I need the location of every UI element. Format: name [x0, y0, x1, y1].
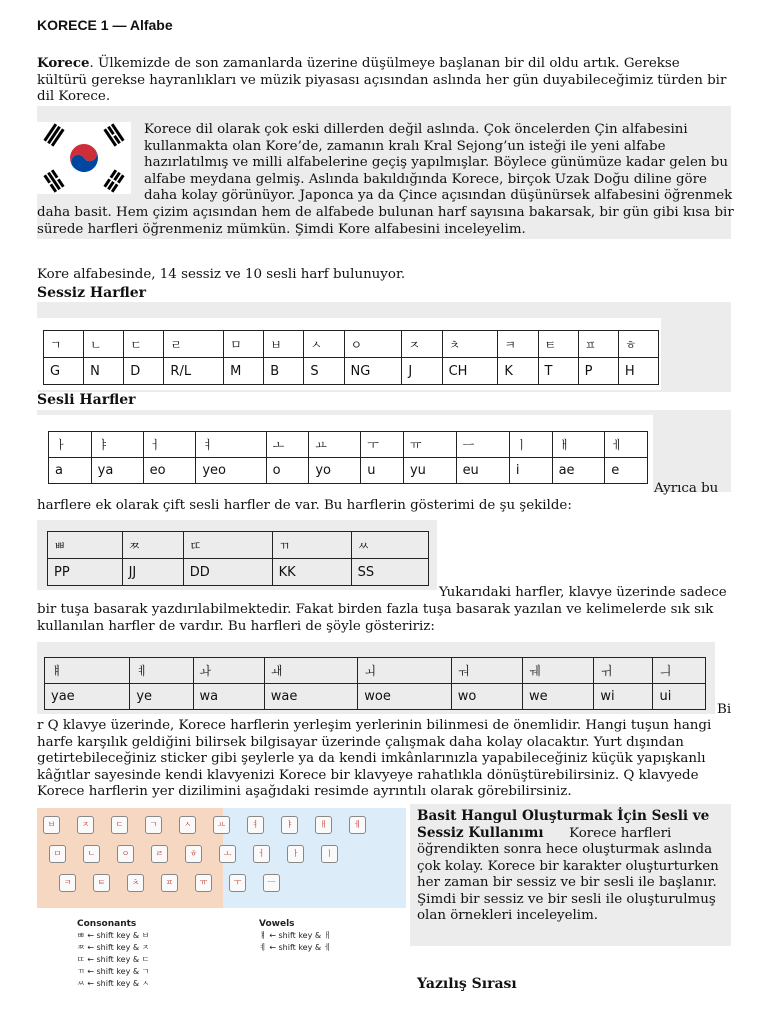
- keyboard-key: ㅕ: [247, 816, 264, 834]
- latin-letter-cell: e: [605, 458, 648, 484]
- vowels-heading: Sesli Harfler: [37, 392, 136, 408]
- keyboard-key: ㅣ: [321, 845, 338, 863]
- hangul-line-2: çok kolay. Korece bir karakter oluşturturken: [417, 858, 719, 874]
- korean-letter-cell: ㅛ: [309, 432, 361, 458]
- latin-letter-cell: yu: [403, 458, 456, 484]
- hangul-heading-line-1: Basit Hangul Oluşturmak İçin Sesli ve: [417, 808, 710, 824]
- legend-consonants-label: Consonants: [77, 919, 137, 929]
- keyboard-para-line-5: Korece harflerin yer dizilimini aşağıdaki resimde ayrıntılı olarak görebilirsiniz.: [37, 784, 572, 799]
- korean-letter-cell: ㅚ: [358, 658, 451, 684]
- history-line-3: hazırlatılmış ve milli alfabelerine geçiş yapılmışlar. Böylece günümüze kadar gelen bu: [144, 155, 728, 170]
- latin-letter-cell: u: [361, 458, 404, 484]
- korean-letter-cell: ㅟ: [594, 658, 653, 684]
- keyboard-key: ㅠ: [195, 874, 212, 892]
- keyboard-para-line-4: kâğıtlar sayesinde kendi klavyenizi Korece bir klavyeye rahatlıkla dönüştürebilirsiniz. Q klavyede: [37, 767, 699, 783]
- page-title: KORECE 1 — Alfabe: [37, 17, 173, 33]
- history-line-2: kullanmakta olan Kore’de, zamanın kralı Kral Sejong’un isteği ile yeni alfabe: [144, 138, 666, 154]
- history-line-4: alfabe meydana gelmiş. Aslında bakıldığında Korece, birçok Uzak Doğu diline göre: [144, 171, 707, 187]
- keyboard-key: ㅁ: [49, 845, 66, 863]
- korean-letter-cell: ㅔ: [605, 432, 648, 458]
- keyboard-key: ㅊ: [127, 874, 144, 892]
- latin-letter-cell: D: [124, 358, 164, 385]
- vowels-table: [48, 431, 648, 484]
- compound-intro-tail: Yukarıdaki harfler, klavye üzerinde sadece: [439, 585, 727, 600]
- korean-letter-cell: ㅆ: [351, 532, 428, 559]
- keyboard-para-tail: Bi: [717, 702, 732, 717]
- latin-letter-cell: M: [224, 358, 264, 385]
- keyboard-key: ㅏ: [287, 845, 304, 863]
- korean-letter-cell: ㅎ: [618, 331, 658, 358]
- latin-letter-cell: yeo: [196, 458, 266, 484]
- keyboard-key: ㅂ: [43, 816, 60, 834]
- korean-letter-cell: ㅈ: [402, 331, 442, 358]
- latin-letter-cell: ya: [91, 458, 143, 484]
- intro-line-1: . Ülkemizde de son zamanlarda üzerine düşülmeye başlanan bir dil oldu artık. Gerekse: [89, 56, 680, 71]
- korean-letter-cell: ㅘ: [193, 658, 264, 684]
- korean-letter-cell: ㅁ: [224, 331, 264, 358]
- hangul-line-3: her zaman bir sessiz ve bir sesli ile başlanır.: [417, 875, 717, 890]
- keyboard-key: ㅅ: [179, 816, 196, 834]
- korean-letter-cell: ㅌ: [538, 331, 578, 358]
- korean-letter-cell: ㄹ: [164, 331, 224, 358]
- korean-letter-cell: ㅕ: [196, 432, 266, 458]
- korean-letter-cell: ㅠ: [403, 432, 456, 458]
- keyboard-para-line-1: r Q klavye üzerinde, Korece harflerin yerleşim yerlerinin bilinmesi de önemlidir. Hangi tuşun hangi: [37, 718, 712, 733]
- intro-lead: Korece: [37, 55, 90, 71]
- consonants-heading: Sessiz Harfler: [37, 285, 147, 301]
- latin-letter-cell: P: [578, 358, 618, 385]
- latin-letter-cell: ye: [130, 684, 193, 710]
- compound-intro-line-2: kullanılan harfler de vardır. Bu harfleri de şöyle gösteririz:: [37, 618, 435, 634]
- korean-letter-cell: ㄱ: [44, 331, 84, 358]
- latin-letter-cell: R/L: [164, 358, 224, 385]
- korean-letter-cell: ㅜ: [361, 432, 404, 458]
- korean-letter-cell: ㅇ: [344, 331, 402, 358]
- latin-letter-cell: T: [538, 358, 578, 385]
- korean-letter-cell: ㅝ: [451, 658, 522, 684]
- keyboard-key: ㄴ: [83, 845, 100, 863]
- latin-letter-cell: G: [44, 358, 84, 385]
- korean-letter-cell: ㅋ: [498, 331, 538, 358]
- latin-letter-cell: we: [522, 684, 593, 710]
- hangul-section: [417, 808, 729, 925]
- keyboard-key: ㅑ: [281, 816, 298, 834]
- keyboard-key: ㅎ: [185, 845, 202, 863]
- korean-letter-cell: ㄷ: [124, 331, 164, 358]
- latin-letter-cell: i: [509, 458, 552, 484]
- latin-letter-cell: wi: [594, 684, 653, 710]
- double-consonants-table: [47, 531, 429, 586]
- keyboard-key: ㅗ: [219, 845, 236, 863]
- keyboard-paragraph: [37, 718, 737, 801]
- legend-consonant-line: ㅃ ← shift key & ㅂ: [77, 931, 150, 940]
- korean-letter-cell: ㅞ: [522, 658, 593, 684]
- latin-letter-cell: wae: [264, 684, 358, 710]
- alphabet-count-line: Kore alfabesinde, 14 sessiz ve 10 sesli harf bulunuyor.: [37, 267, 406, 282]
- keyboard-key: ㅐ: [315, 816, 332, 834]
- latin-letter-cell: K: [498, 358, 538, 385]
- latin-letter-cell: ae: [552, 458, 605, 484]
- latin-letter-cell: DD: [183, 559, 272, 586]
- compound-intro-line-1: bir tuşa basarak yazdırılabilmektedir. Fakat birden fazla tuşa basarak yazılan ve kelimelerde sık sık: [37, 602, 714, 617]
- korean-letter-cell: ㅙ: [264, 658, 358, 684]
- latin-letter-cell: JJ: [122, 559, 183, 586]
- history-paragraph-bottom: [37, 205, 737, 238]
- korean-letter-cell: ㄴ: [84, 331, 124, 358]
- latin-letter-cell: eo: [143, 458, 196, 484]
- keyboard-key: ㅛ: [213, 816, 230, 834]
- latin-letter-cell: a: [49, 458, 92, 484]
- korean-letter-cell: ㄲ: [272, 532, 351, 559]
- keyboard-key: ㄷ: [111, 816, 128, 834]
- hangul-lead-rest: Korece harfleri: [569, 825, 672, 841]
- hangul-heading-line-2: Sessiz Kullanımı: [417, 824, 544, 841]
- history-paragraph-top: [144, 122, 734, 205]
- legend-vowel-line: ㅒ ← shift key & ㅐ: [259, 931, 332, 940]
- latin-letter-cell: yae: [45, 684, 130, 710]
- korean-letter-cell: ㅒ: [45, 658, 130, 684]
- korean-letter-cell: ㅍ: [578, 331, 618, 358]
- korean-letter-cell: ㅃ: [48, 532, 123, 559]
- keyboard-key: ㅡ: [263, 874, 280, 892]
- compound-intro-lines: [37, 602, 737, 635]
- keyboard-key: ㅇ: [117, 845, 134, 863]
- keyboard-key: ㅜ: [229, 874, 246, 892]
- history-line-1: Korece dil olarak çok eski dillerden değil aslında. Çok öncelerden Çin alfabesini: [144, 122, 688, 137]
- keyboard-key: ㅔ: [349, 816, 366, 834]
- legend-consonant-line: ㅉ ← shift key & ㅈ: [77, 943, 150, 952]
- korean-letter-cell: ㅊ: [442, 331, 498, 358]
- hangul-line-1: öğrendikten sonra hece oluşturmak aslında: [417, 842, 713, 857]
- keyboard-key: ㅈ: [77, 816, 94, 834]
- compound-vowels-table: [44, 657, 706, 710]
- latin-letter-cell: S: [304, 358, 344, 385]
- korean-keyboard-image: [37, 808, 406, 990]
- keyboard-para-line-3: getirtebileceğiniz sticker gibi şeylerle ya da kendi imkânlarınızla yapabileceğiniz küçük yapışkanlı: [37, 751, 706, 766]
- latin-letter-cell: SS: [351, 559, 428, 586]
- intro-line-2: kültürü gerekse hayranlıkları ve müzik piyasası açısından aslında her gün duyabileceğimiz türden bir: [37, 72, 727, 88]
- legend-vowel-line: ㅖ ← shift key & ㅔ: [259, 943, 332, 952]
- latin-letter-cell: H: [618, 358, 658, 385]
- korean-letter-cell: ㅖ: [130, 658, 193, 684]
- keyboard-para-line-2: harfe karşılık geldiğini bilirsek bilgisayar üzerinde çalışmak daha kolay olacaktır. Yurt dışından: [37, 734, 684, 750]
- latin-letter-cell: ui: [653, 684, 706, 710]
- history-line-5: daha kolay görünüyor. Japonca ya da Çince açısından düşünürsek alfabesini öğrenmek: [144, 188, 733, 203]
- latin-letter-cell: wa: [193, 684, 264, 710]
- latin-letter-cell: N: [84, 358, 124, 385]
- keyboard-key: ㄱ: [145, 816, 162, 834]
- history-line-7: sürede harfleri öğrenmeniz mümkün. Şimdi Kore alfabesini inceleyelim.: [37, 221, 526, 237]
- latin-letter-cell: KK: [272, 559, 351, 586]
- keyboard-key: ㅓ: [253, 845, 270, 863]
- korean-letter-cell: ㅉ: [122, 532, 183, 559]
- korean-letter-cell: ㅡ: [456, 432, 509, 458]
- korean-letter-cell: ㅗ: [266, 432, 309, 458]
- hangul-line-5: olan örnekleri inceleyelim.: [417, 908, 599, 923]
- legend-vowels-label: Vowels: [259, 919, 295, 929]
- latin-letter-cell: woe: [358, 684, 451, 710]
- keyboard-key: ㅋ: [59, 874, 76, 892]
- writing-order-heading: Yazılış Sırası: [417, 976, 517, 992]
- latin-letter-cell: wo: [451, 684, 522, 710]
- latin-letter-cell: PP: [48, 559, 123, 586]
- legend-consonant-line: ㄸ ← shift key & ㄷ: [77, 955, 150, 964]
- south-korea-flag-image: [37, 122, 131, 194]
- intro-line-3: dil Korece.: [37, 89, 111, 104]
- intro-paragraph: [37, 55, 737, 106]
- latin-letter-cell: eu: [456, 458, 509, 484]
- korean-letter-cell: ㅑ: [91, 432, 143, 458]
- latin-letter-cell: B: [264, 358, 304, 385]
- vowel-shift-legend: [259, 918, 331, 954]
- latin-letter-cell: NG: [344, 358, 402, 385]
- history-line-6: daha basit. Hem çizim açısından hem de alfabede bulunan harf sayısına bakarsak, bir gün gibi kısa bir: [37, 205, 734, 220]
- consonant-shift-legend: [77, 918, 149, 990]
- legend-consonant-line: ㄲ ← shift key & ㄱ: [77, 967, 150, 976]
- korean-letter-cell: ㅣ: [509, 432, 552, 458]
- korean-letter-cell: ㅢ: [653, 658, 706, 684]
- korean-letter-cell: ㅓ: [143, 432, 196, 458]
- latin-letter-cell: o: [266, 458, 309, 484]
- latin-letter-cell: yo: [309, 458, 361, 484]
- korean-letter-cell: ㅂ: [264, 331, 304, 358]
- korean-letter-cell: ㅏ: [49, 432, 92, 458]
- double-intro-line: harflere ek olarak çift sesli harfler de var. Bu harflerin gösterimi de şu şekilde:: [37, 498, 572, 513]
- korean-letter-cell: ㄸ: [183, 532, 272, 559]
- korean-letter-cell: ㅐ: [552, 432, 605, 458]
- keyboard-key: ㅍ: [161, 874, 178, 892]
- korean-letter-cell: ㅅ: [304, 331, 344, 358]
- consonants-table: [43, 330, 659, 385]
- latin-letter-cell: CH: [442, 358, 498, 385]
- legend-consonant-line: ㅆ ← shift key & ㅅ: [77, 979, 150, 988]
- keyboard-key: ㄹ: [151, 845, 168, 863]
- latin-letter-cell: J: [402, 358, 442, 385]
- keyboard-key: ㅌ: [93, 874, 110, 892]
- double-intro-tail: Ayrıca bu: [654, 481, 719, 496]
- hangul-line-4: Şimdi bir sessiz ve bir sesli ile oluşturulmuş: [417, 891, 716, 907]
